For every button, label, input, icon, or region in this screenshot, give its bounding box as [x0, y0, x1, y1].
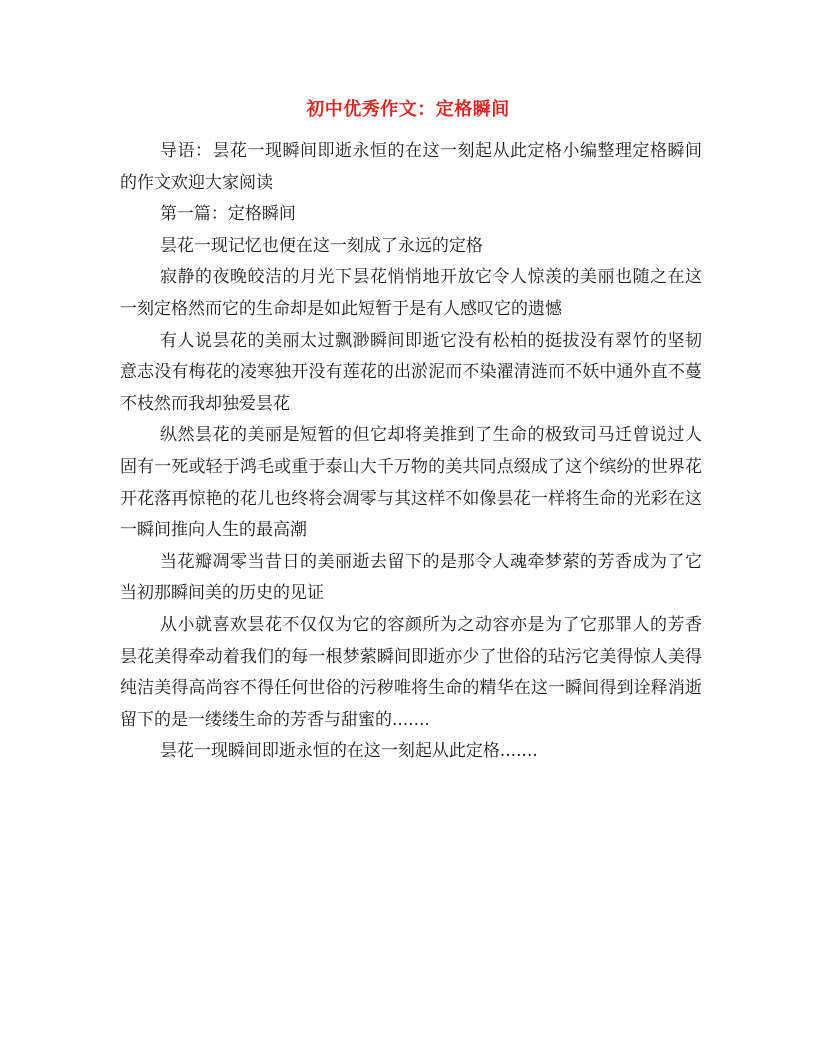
document-body — [120, 136, 702, 768]
paragraph-section-heading: 第一篇：定格瞬间 — [159, 204, 296, 225]
paragraph: 纵然昙花的美丽是短暂的但它却将美推到了生命的极致司马迁曾说过人固有一死或轻于鸿毛或重于泰山大千万物的美共同点缀成了这个缤纷的世界花开花落再惊艳的花儿也终将会凋零与其这样不如像昙花一样将生命的光彩在这一瞬间推向人生的最高潮 — [120, 425, 702, 541]
paragraph-intro: 导语：昙花一现瞬间即逝永恒的在这一刻起从此定格小编整理定格瞬间的作文欢迎大家阅读 — [120, 141, 702, 193]
paragraph: 当花瓣凋零当昔日的美丽逝去留下的是那令人魂牵梦萦的芳香成为了它当初那瞬间美的历史的见证 — [120, 551, 702, 604]
paragraph: 有人说昙花的美丽太过飘渺瞬间即逝它没有松柏的挺拔没有翠竹的坚韧意志没有梅花的凌寒独开没有莲花的出淤泥而不染濯清涟而不妖中通外直不蔓不枝然而我却独爱昙花 — [120, 330, 702, 414]
paragraph: 昙花一现记忆也便在这一刻成了永远的定格 — [159, 235, 483, 256]
paragraph: 昙花一现瞬间即逝永恒的在这一刻起从此定格....... — [159, 741, 538, 762]
document-title: 初中优秀作文：定格瞬间 — [306, 99, 510, 120]
paragraph: 寂静的夜晚皎洁的月光下昙花悄悄地开放它令人惊羡的美丽也随之在这一刻定格然而它的生命却是如此短暂于是有人感叹它的遗憾 — [120, 267, 702, 319]
paragraph: 从小就喜欢昙花不仅仅为它的容颜所为之动容亦是为了它那罪人的芳香昙花美得牵动着我们的每一根梦萦瞬间即逝亦少了世俗的玷污它美得惊人美得纯洁美得高尚容不得任何世俗的污秽唯将生命的精华在这一瞬间得到诠释消逝留下的是一缕缕生命的芳香与甜蜜的....... — [120, 614, 702, 730]
